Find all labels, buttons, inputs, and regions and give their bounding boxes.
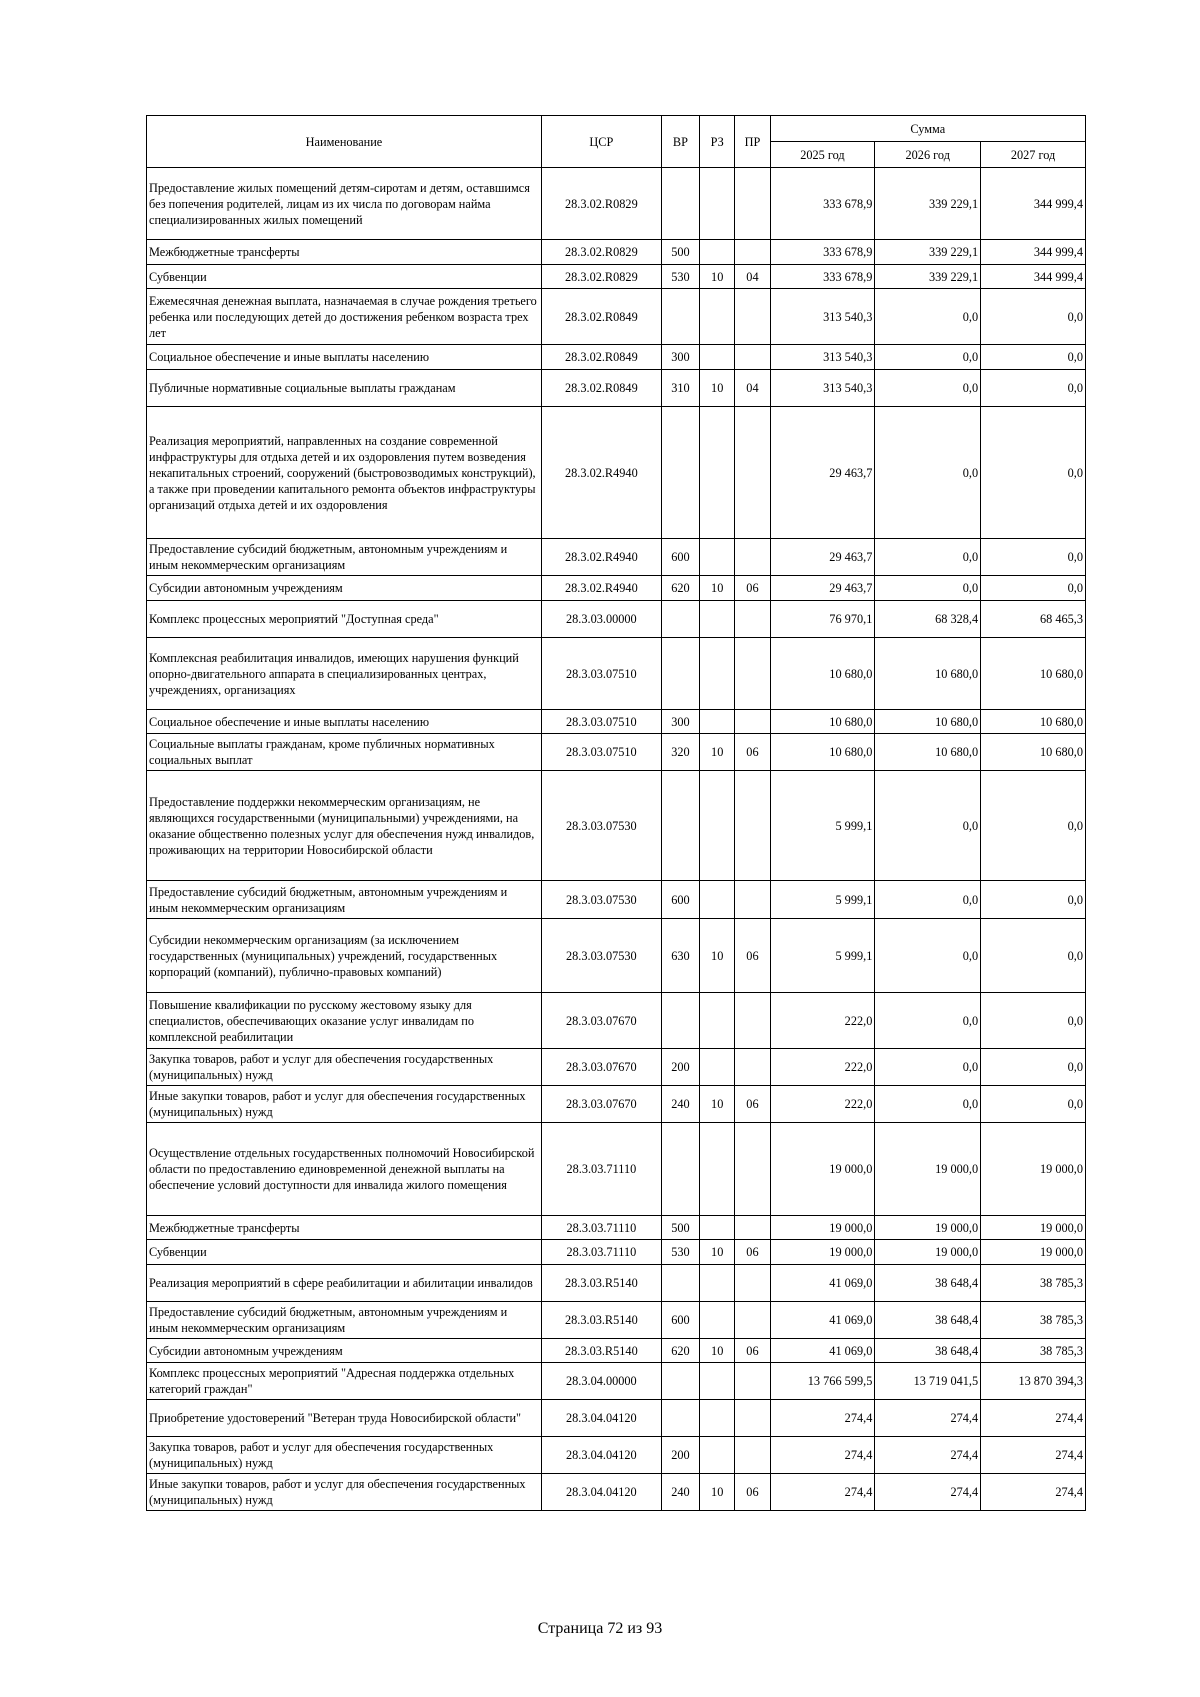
cell-sum-2026: 0,0: [875, 771, 981, 881]
cell-pr: 06: [735, 576, 770, 601]
cell-rz: [700, 1400, 735, 1437]
cell-rz: 10: [700, 1339, 735, 1363]
cell-csr: 28.3.03.07530: [541, 771, 661, 881]
cell-csr: 28.3.03.71110: [541, 1123, 661, 1216]
table-row: [147, 919, 1086, 993]
cell-vr: [661, 638, 699, 710]
cell-sum-2026: 10 680,0: [875, 734, 981, 771]
cell-sum-2027: 0,0: [981, 919, 1086, 993]
cell-vr: 600: [661, 881, 699, 919]
cell-sum-2027: 10 680,0: [981, 710, 1086, 734]
cell-rz: [700, 539, 735, 576]
cell-sum-2026: 10 680,0: [875, 710, 981, 734]
cell-rz: [700, 1302, 735, 1339]
cell-rz: 10: [700, 576, 735, 601]
cell-pr: [735, 771, 770, 881]
cell-rz: [700, 1123, 735, 1216]
cell-sum-2027: 38 785,3: [981, 1265, 1086, 1302]
table-row: [147, 1339, 1086, 1363]
cell-sum-2027: 0,0: [981, 771, 1086, 881]
cell-sum-2027: 38 785,3: [981, 1302, 1086, 1339]
cell-csr: 28.3.03.R5140: [541, 1265, 661, 1302]
cell-pr: [735, 1265, 770, 1302]
cell-name: Предоставление субсидий бюджетным, автономным учреждениям и иным некоммерческим организациям: [147, 539, 542, 576]
table-row: [147, 1437, 1086, 1474]
cell-sum-2027: 274,4: [981, 1400, 1086, 1437]
table-row: [147, 168, 1086, 240]
cell-pr: [735, 407, 770, 539]
cell-sum-2027: 0,0: [981, 370, 1086, 407]
cell-name: Иные закупки товаров, работ и услуг для обеспечения государственных (муниципальных) нужд: [147, 1086, 542, 1123]
cell-vr: [661, 1265, 699, 1302]
cell-csr: 28.3.03.07510: [541, 638, 661, 710]
cell-csr: 28.3.03.07530: [541, 881, 661, 919]
cell-sum-2026: 68 328,4: [875, 601, 981, 638]
cell-pr: [735, 1400, 770, 1437]
cell-rz: [700, 993, 735, 1049]
header-name: Наименование: [147, 116, 542, 168]
cell-rz: [700, 881, 735, 919]
cell-sum-2027: 68 465,3: [981, 601, 1086, 638]
table-row: [147, 993, 1086, 1049]
cell-rz: 10: [700, 1240, 735, 1265]
cell-sum-2027: 344 999,4: [981, 265, 1086, 289]
cell-sum-2025: 274,4: [770, 1474, 875, 1511]
table-row: [147, 601, 1086, 638]
cell-name: Предоставление субсидий бюджетным, автономным учреждениям и иным некоммерческим организациям: [147, 881, 542, 919]
header-pr: ПР: [735, 116, 770, 168]
table-row: [147, 345, 1086, 370]
cell-sum-2025: 76 970,1: [770, 601, 875, 638]
cell-sum-2025: 333 678,9: [770, 265, 875, 289]
table-row: [147, 1474, 1086, 1511]
header-year-2026: 2026 год: [875, 142, 981, 168]
cell-vr: [661, 289, 699, 345]
cell-sum-2026: 0,0: [875, 919, 981, 993]
cell-csr: 28.3.02.R0829: [541, 265, 661, 289]
cell-sum-2026: 0,0: [875, 1049, 981, 1086]
cell-sum-2027: 0,0: [981, 993, 1086, 1049]
cell-name: Межбюджетные трансферты: [147, 240, 542, 265]
cell-pr: [735, 1123, 770, 1216]
cell-sum-2027: 0,0: [981, 407, 1086, 539]
cell-csr: 28.3.02.R0829: [541, 240, 661, 265]
cell-vr: [661, 771, 699, 881]
cell-pr: 06: [735, 1086, 770, 1123]
cell-sum-2025: 274,4: [770, 1437, 875, 1474]
cell-vr: [661, 993, 699, 1049]
cell-sum-2027: 10 680,0: [981, 638, 1086, 710]
header-vr: ВР: [661, 116, 699, 168]
cell-sum-2027: 274,4: [981, 1474, 1086, 1511]
cell-pr: [735, 539, 770, 576]
cell-pr: [735, 345, 770, 370]
table-row: [147, 1400, 1086, 1437]
cell-sum-2026: 0,0: [875, 539, 981, 576]
cell-sum-2025: 19 000,0: [770, 1123, 875, 1216]
cell-name: Субсидии автономным учреждениям: [147, 1339, 542, 1363]
table-row: [147, 370, 1086, 407]
cell-csr: 28.3.03.R5140: [541, 1339, 661, 1363]
cell-sum-2026: 0,0: [875, 1086, 981, 1123]
table-body: [147, 168, 1086, 1511]
cell-sum-2026: 339 229,1: [875, 240, 981, 265]
cell-sum-2027: 0,0: [981, 881, 1086, 919]
table-row: [147, 1302, 1086, 1339]
cell-sum-2027: 19 000,0: [981, 1123, 1086, 1216]
cell-sum-2025: 29 463,7: [770, 407, 875, 539]
cell-name: Осуществление отдельных государственных полномочий Новосибирской области по предоставлению единовременной денежной выплаты на обеспечение условий доступности для инвалида жилого помещения: [147, 1123, 542, 1216]
table-row: [147, 638, 1086, 710]
cell-sum-2027: 344 999,4: [981, 240, 1086, 265]
cell-sum-2026: 19 000,0: [875, 1240, 981, 1265]
table-row: [147, 771, 1086, 881]
cell-sum-2026: 19 000,0: [875, 1123, 981, 1216]
cell-rz: [700, 1265, 735, 1302]
cell-pr: [735, 1363, 770, 1400]
cell-pr: 06: [735, 1474, 770, 1511]
header-sum: Сумма: [770, 116, 1085, 142]
cell-csr: 28.3.03.71110: [541, 1216, 661, 1240]
cell-name: Приобретение удостоверений "Ветеран труда Новосибирской области": [147, 1400, 542, 1437]
cell-sum-2026: 0,0: [875, 993, 981, 1049]
cell-sum-2025: 5 999,1: [770, 919, 875, 993]
cell-sum-2025: 10 680,0: [770, 638, 875, 710]
cell-sum-2025: 313 540,3: [770, 345, 875, 370]
cell-rz: [700, 240, 735, 265]
cell-rz: [700, 1049, 735, 1086]
cell-sum-2025: 41 069,0: [770, 1339, 875, 1363]
cell-sum-2026: 38 648,4: [875, 1339, 981, 1363]
cell-csr: 28.3.03.07510: [541, 734, 661, 771]
cell-csr: 28.3.04.04120: [541, 1437, 661, 1474]
cell-sum-2025: 5 999,1: [770, 771, 875, 881]
budget-table: [146, 115, 1086, 1511]
cell-vr: 310: [661, 370, 699, 407]
cell-rz: 10: [700, 1474, 735, 1511]
cell-pr: [735, 710, 770, 734]
table-row: [147, 1086, 1086, 1123]
cell-vr: 530: [661, 265, 699, 289]
cell-csr: 28.3.02.R0829: [541, 168, 661, 240]
cell-rz: [700, 289, 735, 345]
cell-rz: 10: [700, 1086, 735, 1123]
cell-vr: [661, 407, 699, 539]
cell-sum-2026: 0,0: [875, 345, 981, 370]
cell-pr: [735, 1437, 770, 1474]
cell-vr: 620: [661, 1339, 699, 1363]
cell-sum-2025: 5 999,1: [770, 881, 875, 919]
cell-rz: [700, 1216, 735, 1240]
cell-vr: 600: [661, 539, 699, 576]
cell-name: Повышение квалификации по русскому жестовому языку для специалистов, обеспечивающих оказание услуг инвалидам по комплексной реабилитации: [147, 993, 542, 1049]
cell-vr: [661, 1400, 699, 1437]
cell-sum-2025: 41 069,0: [770, 1265, 875, 1302]
cell-vr: 300: [661, 710, 699, 734]
cell-pr: 06: [735, 919, 770, 993]
cell-rz: [700, 710, 735, 734]
cell-csr: 28.3.02.R4940: [541, 539, 661, 576]
cell-vr: 240: [661, 1474, 699, 1511]
cell-sum-2025: 29 463,7: [770, 576, 875, 601]
cell-name: Реализация мероприятий в сфере реабилитации и абилитации инвалидов: [147, 1265, 542, 1302]
cell-sum-2025: 19 000,0: [770, 1240, 875, 1265]
cell-sum-2026: 10 680,0: [875, 638, 981, 710]
cell-pr: [735, 289, 770, 345]
cell-name: Предоставление поддержки некоммерческим организациям, не являющихся государственными (муниципальными) учреждениями, на оказание общественно полезных услуг для обеспечения нужд инвалидов, проживающих на территории Новосибирской области: [147, 771, 542, 881]
cell-csr: 28.3.03.00000: [541, 601, 661, 638]
header-year-2027: 2027 год: [981, 142, 1086, 168]
cell-sum-2027: 10 680,0: [981, 734, 1086, 771]
cell-name: Предоставление жилых помещений детям-сиротам и детям, оставшимся без попечения родителей, лицам из их числа по договорам найма специализированных жилых помещений: [147, 168, 542, 240]
cell-sum-2026: 0,0: [875, 370, 981, 407]
cell-csr: 28.3.03.71110: [541, 1240, 661, 1265]
cell-rz: [700, 168, 735, 240]
cell-sum-2026: 0,0: [875, 407, 981, 539]
cell-vr: 630: [661, 919, 699, 993]
cell-rz: [700, 601, 735, 638]
cell-sum-2027: 0,0: [981, 539, 1086, 576]
cell-sum-2025: 19 000,0: [770, 1216, 875, 1240]
cell-vr: 240: [661, 1086, 699, 1123]
cell-sum-2025: 313 540,3: [770, 370, 875, 407]
cell-csr: 28.3.02.R4940: [541, 407, 661, 539]
cell-pr: [735, 1049, 770, 1086]
cell-name: Субвенции: [147, 1240, 542, 1265]
cell-rz: [700, 771, 735, 881]
cell-pr: 06: [735, 734, 770, 771]
cell-csr: 28.3.02.R0849: [541, 289, 661, 345]
cell-sum-2025: 29 463,7: [770, 539, 875, 576]
cell-sum-2025: 333 678,9: [770, 240, 875, 265]
cell-csr: 28.3.04.04120: [541, 1400, 661, 1437]
header-rz: РЗ: [700, 116, 735, 168]
cell-name: Иные закупки товаров, работ и услуг для обеспечения государственных (муниципальных) нужд: [147, 1474, 542, 1511]
cell-sum-2025: 41 069,0: [770, 1302, 875, 1339]
cell-sum-2027: 0,0: [981, 289, 1086, 345]
cell-name: Социальное обеспечение и иные выплаты населению: [147, 345, 542, 370]
cell-vr: 620: [661, 576, 699, 601]
cell-pr: [735, 168, 770, 240]
table-row: [147, 1240, 1086, 1265]
cell-sum-2026: 274,4: [875, 1400, 981, 1437]
cell-csr: 28.3.02.R4940: [541, 576, 661, 601]
cell-sum-2025: 13 766 599,5: [770, 1363, 875, 1400]
table-row: [147, 240, 1086, 265]
cell-vr: 530: [661, 1240, 699, 1265]
cell-csr: 28.3.02.R0849: [541, 345, 661, 370]
cell-sum-2025: 222,0: [770, 1049, 875, 1086]
cell-vr: 300: [661, 345, 699, 370]
table-row: [147, 734, 1086, 771]
cell-sum-2026: 19 000,0: [875, 1216, 981, 1240]
cell-sum-2027: 344 999,4: [981, 168, 1086, 240]
cell-pr: [735, 601, 770, 638]
cell-pr: [735, 638, 770, 710]
cell-rz: 10: [700, 370, 735, 407]
cell-vr: 600: [661, 1302, 699, 1339]
cell-rz: [700, 345, 735, 370]
cell-sum-2025: 313 540,3: [770, 289, 875, 345]
cell-pr: 04: [735, 370, 770, 407]
cell-csr: 28.3.03.07510: [541, 710, 661, 734]
cell-name: Ежемесячная денежная выплата, назначаемая в случае рождения третьего ребенка или последующих детей до достижения ребенком возраста трех лет: [147, 289, 542, 345]
cell-sum-2025: 333 678,9: [770, 168, 875, 240]
header-csr: ЦСР: [541, 116, 661, 168]
cell-csr: 28.3.04.04120: [541, 1474, 661, 1511]
cell-sum-2026: 0,0: [875, 289, 981, 345]
cell-name: Комплекс процессных мероприятий "Доступная среда": [147, 601, 542, 638]
cell-rz: [700, 1437, 735, 1474]
cell-csr: 28.3.03.07670: [541, 1086, 661, 1123]
table-row: [147, 576, 1086, 601]
table-header: [147, 116, 1086, 168]
cell-rz: 10: [700, 919, 735, 993]
cell-vr: 200: [661, 1049, 699, 1086]
cell-csr: 28.3.03.07670: [541, 1049, 661, 1086]
cell-name: Реализация мероприятий, направленных на создание современной инфраструктуры для отдыха детей и их оздоровления путем возведения некапитальных строений, сооружений (быстровозводимых конструкций), а также при проведении капитального ремонта объектов инфраструктуры организаций отдыха детей и их оздоровления: [147, 407, 542, 539]
header-year-2025: 2025 год: [770, 142, 875, 168]
cell-name: Закупка товаров, работ и услуг для обеспечения государственных (муниципальных) нужд: [147, 1437, 542, 1474]
table-row: [147, 539, 1086, 576]
cell-vr: [661, 1363, 699, 1400]
table-row: [147, 1049, 1086, 1086]
cell-vr: 500: [661, 1216, 699, 1240]
cell-name: Закупка товаров, работ и услуг для обеспечения государственных (муниципальных) нужд: [147, 1049, 542, 1086]
cell-csr: 28.3.03.07670: [541, 993, 661, 1049]
cell-sum-2027: 19 000,0: [981, 1216, 1086, 1240]
cell-sum-2027: 0,0: [981, 1086, 1086, 1123]
table-row: [147, 289, 1086, 345]
cell-sum-2025: 10 680,0: [770, 734, 875, 771]
cell-vr: 200: [661, 1437, 699, 1474]
cell-name: Субсидии автономным учреждениям: [147, 576, 542, 601]
cell-vr: [661, 168, 699, 240]
table-row: [147, 710, 1086, 734]
cell-name: Социальные выплаты гражданам, кроме публичных нормативных социальных выплат: [147, 734, 542, 771]
cell-sum-2027: 274,4: [981, 1437, 1086, 1474]
table-row: [147, 1363, 1086, 1400]
cell-sum-2025: 274,4: [770, 1400, 875, 1437]
cell-sum-2026: 38 648,4: [875, 1265, 981, 1302]
cell-csr: 28.3.04.00000: [541, 1363, 661, 1400]
cell-rz: 10: [700, 734, 735, 771]
cell-pr: [735, 993, 770, 1049]
table-row: [147, 881, 1086, 919]
cell-sum-2026: 274,4: [875, 1474, 981, 1511]
cell-name: Межбюджетные трансферты: [147, 1216, 542, 1240]
cell-name: Комплекс процессных мероприятий "Адресная поддержка отдельных категорий граждан": [147, 1363, 542, 1400]
table-row: [147, 1216, 1086, 1240]
cell-sum-2027: 0,0: [981, 576, 1086, 601]
cell-rz: [700, 638, 735, 710]
table-row: [147, 265, 1086, 289]
cell-csr: 28.3.02.R0849: [541, 370, 661, 407]
cell-csr: 28.3.03.R5140: [541, 1302, 661, 1339]
cell-name: Предоставление субсидий бюджетным, автономным учреждениям и иным некоммерческим организациям: [147, 1302, 542, 1339]
cell-sum-2026: 38 648,4: [875, 1302, 981, 1339]
cell-sum-2027: 13 870 394,3: [981, 1363, 1086, 1400]
cell-sum-2025: 222,0: [770, 1086, 875, 1123]
cell-sum-2026: 339 229,1: [875, 265, 981, 289]
cell-sum-2026: 0,0: [875, 881, 981, 919]
table-row: [147, 1123, 1086, 1216]
cell-vr: [661, 1123, 699, 1216]
cell-pr: 06: [735, 1240, 770, 1265]
table-row: [147, 407, 1086, 539]
cell-sum-2027: 0,0: [981, 345, 1086, 370]
cell-sum-2026: 13 719 041,5: [875, 1363, 981, 1400]
cell-rz: 10: [700, 265, 735, 289]
cell-name: Комплексная реабилитация инвалидов, имеющих нарушения функций опорно-двигательного аппарата в специализированных центрах, учреждениях, организациях: [147, 638, 542, 710]
cell-rz: [700, 1363, 735, 1400]
cell-pr: [735, 1216, 770, 1240]
cell-sum-2026: 0,0: [875, 576, 981, 601]
cell-sum-2026: 274,4: [875, 1437, 981, 1474]
page-number: Страница 72 из 93: [537, 1620, 663, 1637]
cell-pr: [735, 1302, 770, 1339]
cell-name: Социальное обеспечение и иные выплаты населению: [147, 710, 542, 734]
cell-rz: [700, 407, 735, 539]
cell-vr: 320: [661, 734, 699, 771]
cell-vr: [661, 601, 699, 638]
cell-pr: 06: [735, 1339, 770, 1363]
cell-name: Публичные нормативные социальные выплаты гражданам: [147, 370, 542, 407]
cell-vr: 500: [661, 240, 699, 265]
cell-sum-2026: 339 229,1: [875, 168, 981, 240]
cell-sum-2027: 0,0: [981, 1049, 1086, 1086]
cell-sum-2025: 10 680,0: [770, 710, 875, 734]
cell-pr: [735, 881, 770, 919]
cell-pr: 04: [735, 265, 770, 289]
cell-name: Субсидии некоммерческим организациям (за исключением государственных (муниципальных) учреждений, государственных корпораций (компаний), публично-правовых компаний): [147, 919, 542, 993]
cell-name: Субвенции: [147, 265, 542, 289]
cell-sum-2027: 38 785,3: [981, 1339, 1086, 1363]
cell-sum-2027: 19 000,0: [981, 1240, 1086, 1265]
cell-csr: 28.3.03.07530: [541, 919, 661, 993]
table-row: [147, 1265, 1086, 1302]
cell-sum-2025: 222,0: [770, 993, 875, 1049]
cell-pr: [735, 240, 770, 265]
